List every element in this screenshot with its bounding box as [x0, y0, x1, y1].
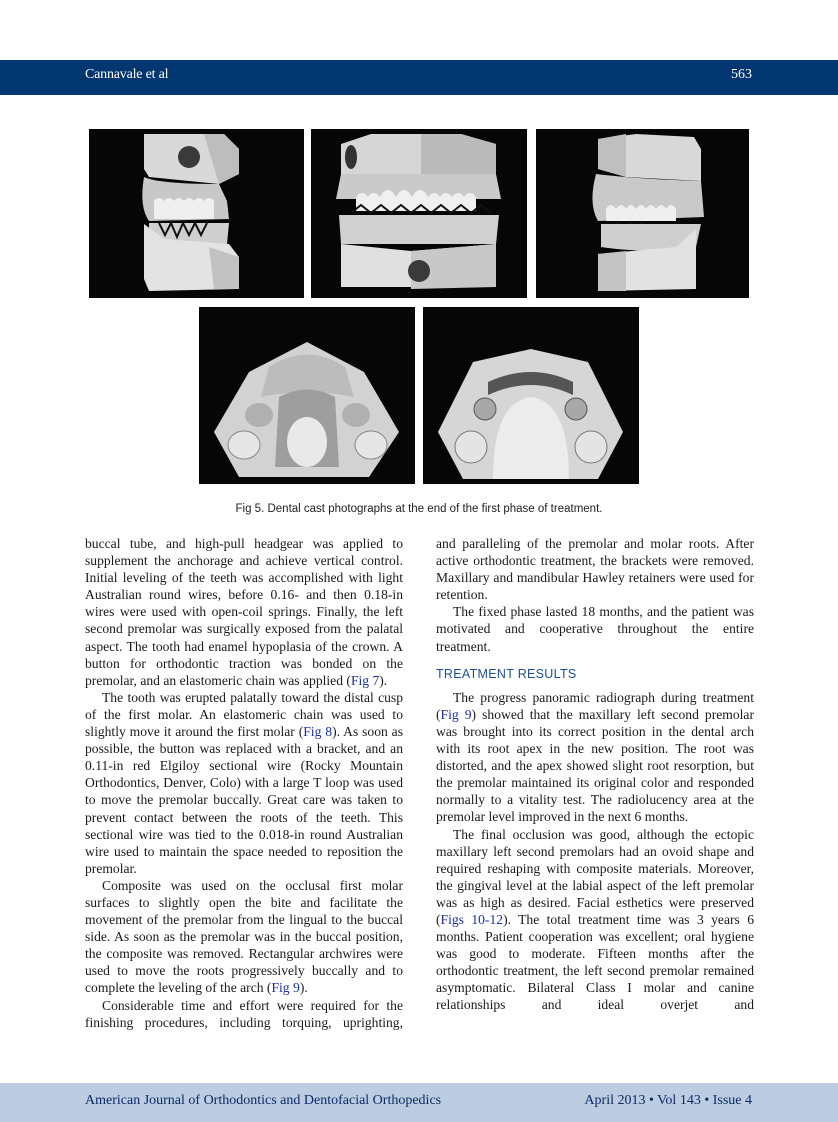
photo-left-lateral-view	[536, 129, 749, 298]
paragraph: The fixed phase lasted 18 months, and the patient was motivated and cooperative throughout the entire treatment.	[436, 604, 754, 654]
paragraph-text: buccal tube, and high-pull headgear was applied to supplement the anchorage and achieve vertical control. Initial leveling of the teeth was accomplished with light Australian round wires, before 0.16- and then 0.18-in wires were used with open-coil springs. Finally, the left second premolar was surgically exposed from the palatal aspect. The tooth had enamel hypoplasia of the crown. A button for orthodontic traction was bonded on the premolar, and an elastomeric chain was applied (	[85, 536, 403, 688]
paragraph-text: ) showed that the maxillary left second premolar was brought into its correct position in the dental arch with its root apex in the new position. The root was distorted, and the apex showed slight root resorption, but the premolar maintained its original color and responded normally to a vitality test. The radiolucency area at the premolar level improved in the next 6 months.	[436, 706, 754, 825]
paragraph	[85, 997, 403, 1031]
paragraph-text: ). As soon as possible, the button was replaced with a bracket, and an 0.11-in red Elgiloy sectional wire (Rocky Mountain Orthodontics, Denver, Colo) with a large T loop was used to move the premolar buccally. Great care was taken to prevent contact between the roots of the teeth. This sectional wire was tied to the 0.018-in round Australian wire used to maintain the space needed to reposition the premolar.	[85, 724, 404, 876]
paragraph	[85, 689, 403, 877]
paragraph-text: The tooth was erupted palatally toward the distal cusp of the first molar. An elastomeric chain was used to slightly move it around the first molar (	[85, 689, 403, 740]
issue-info: April 2013 • Vol 143 • Issue 4	[584, 1093, 752, 1108]
paragraph-text: ).	[379, 672, 388, 688]
paragraph-text: Composite was used on the occlusal first molar surfaces to slightly open the bite and facilitate the movement of the premolar from the lingual to the buccal side. As soon as the premolar was in the buccal position, the composite was removed. Rectangular archwires were used to move the roots progressively buccally and to complete the leveling of the arch (	[85, 877, 403, 996]
paragraph-text: Considerable time and effort were required for the finishing procedures, including torquing, uprighting,	[85, 997, 403, 1030]
paragraph	[436, 826, 754, 1014]
photo-mandibular-occlusal-view	[423, 307, 639, 484]
photo-right-lateral-view	[89, 129, 304, 298]
running-header	[0, 60, 838, 95]
journal-name: American Journal of Orthodontics and Dentofacial Orthopedics	[85, 1093, 442, 1108]
left-column	[85, 535, 403, 1031]
paragraph	[85, 877, 403, 997]
figure-reference-link[interactable]: Fig 9	[271, 980, 300, 996]
figure-caption: Fig 5. Dental cast photographs at the end of the first phase of treatment.	[235, 503, 603, 515]
running-head-authors: Cannavale et al	[85, 67, 169, 82]
photo-frontal-view	[311, 129, 527, 298]
running-footer	[0, 1083, 838, 1122]
paragraph: and paralleling of the premolar and molar roots. After active orthodontic treatment, the brackets were removed. Maxillary and mandibular Hawley retainers were used for retention.	[436, 536, 754, 603]
photo-maxillary-occlusal-view	[199, 307, 415, 484]
figure-reference-link[interactable]: Fig 7	[350, 672, 380, 688]
figure-reference-link[interactable]: Fig 9	[440, 706, 472, 722]
paragraph-text: The progress panoramic radiograph during treatment (	[436, 689, 754, 722]
paragraph	[436, 689, 754, 826]
right-column	[436, 535, 754, 1014]
paragraph-text: ). The total treatment time was 3 years 6 months. Patient cooperation was excellent; oral hygiene was good to moderate. Fifteen months after the orthodontic treatment, the left second premolar remained asymptomatic. Bilateral Class I molar and canine relationships and ideal overjet and	[436, 911, 754, 1013]
paragraph	[85, 535, 403, 689]
figure-reference-link[interactable]: Fig 8	[303, 724, 333, 740]
paragraph-text: The final occlusion was good, although the ectopic maxillary left second premolars had an ovoid shape and required reshaping with composite materials. Moreover, the gingival level at the labial aspect of the left premolar was as high as desired. Facial esthetics were preserved (	[436, 826, 754, 927]
page-number: 563	[731, 67, 752, 82]
paragraph-text: ).	[299, 980, 308, 996]
section-heading: TREATMENT RESULTS	[436, 666, 577, 681]
figure-reference-link[interactable]: Figs 10-12	[440, 911, 504, 927]
